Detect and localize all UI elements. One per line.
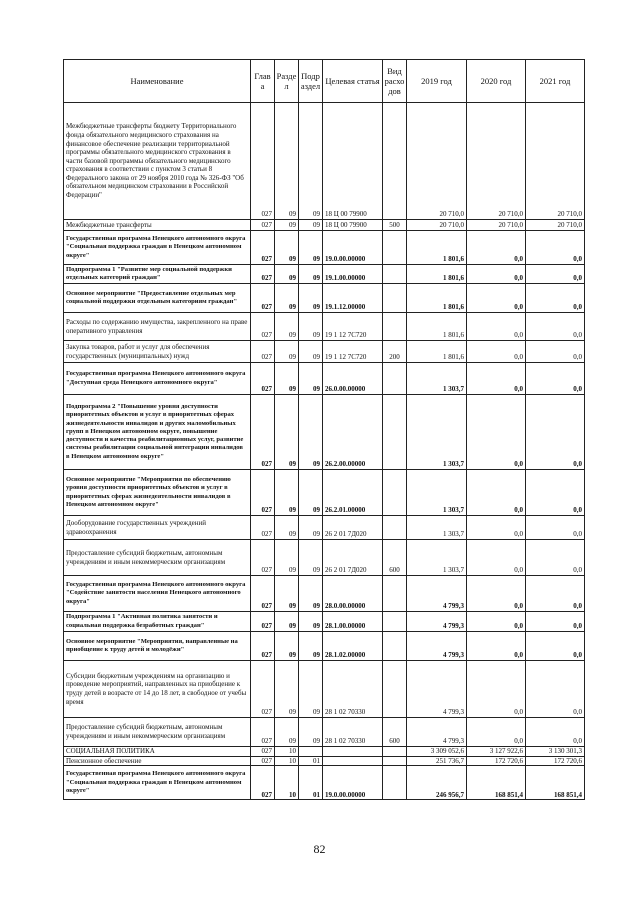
cell-chapter: 027 [251, 718, 275, 747]
cell-2020: 0,0 [467, 231, 526, 265]
cell-2021: 20 710,0 [526, 103, 585, 220]
cell-subsection: 09 [299, 718, 323, 747]
cell-2021: 168 851,4 [526, 766, 585, 800]
cell-chapter: 027 [251, 612, 275, 632]
cell-name: Предоставление субсидий бюджетным, автономным учреждениям и иным некоммерческим организациям [64, 540, 251, 576]
cell-2020: 168 851,4 [467, 766, 526, 800]
cell-section: 09 [275, 284, 299, 313]
cell-expense-type [383, 470, 407, 516]
cell-2019: 251 736,7 [407, 756, 467, 766]
cell-2021: 0,0 [526, 540, 585, 576]
cell-2019: 246 956,7 [407, 766, 467, 800]
header-section: Разде л [275, 60, 299, 103]
cell-chapter: 027 [251, 516, 275, 540]
cell-name: Основное мероприятие "Предоставление отдельных мер социальной поддержки отдельным категориям граждан" [64, 284, 251, 313]
cell-2021: 0,0 [526, 576, 585, 612]
cell-subsection: 09 [299, 265, 323, 284]
cell-2019: 20 710,0 [407, 220, 467, 231]
cell-subsection: 09 [299, 284, 323, 313]
cell-target: 28.1.00.00000 [323, 612, 383, 632]
cell-expense-type [383, 747, 407, 757]
cell-2021: 0,0 [526, 718, 585, 747]
cell-target: 26.2.00.00000 [323, 395, 383, 470]
cell-section: 09 [275, 341, 299, 363]
cell-target: 28.0.00.00000 [323, 576, 383, 612]
cell-target [323, 747, 383, 757]
cell-expense-type [383, 103, 407, 220]
cell-2021: 0,0 [526, 341, 585, 363]
cell-name: Подпрограмма 2 "Повышение уровня доступности приоритетных объектов и услуг в приоритетных сферах жизнедеятельности инвалидов и других маломобильных групп в Ненецком автономном округе, повышение доступности и качества реабилитационных услуг, развитие системы реабилитации социальной интеграции инвалидов в Ненецком автономном округе" [64, 395, 251, 470]
cell-section: 09 [275, 718, 299, 747]
header-chapter: Глав а [251, 60, 275, 103]
cell-expense-type [383, 516, 407, 540]
table-row [64, 718, 585, 747]
table-row [64, 103, 585, 220]
cell-2021: 0,0 [526, 284, 585, 313]
cell-2021: 0,0 [526, 632, 585, 661]
cell-chapter: 027 [251, 313, 275, 341]
cell-2019: 1 303,7 [407, 470, 467, 516]
table-row [64, 540, 585, 576]
cell-2021: 0,0 [526, 470, 585, 516]
cell-chapter: 027 [251, 265, 275, 284]
table-row [64, 576, 585, 612]
cell-2019: 1 801,6 [407, 313, 467, 341]
cell-subsection: 09 [299, 576, 323, 612]
cell-chapter: 027 [251, 363, 275, 395]
cell-name: Государственная программа Ненецкого автономного округа "Содействие занятости населения Ненецкого автономного округа" [64, 576, 251, 612]
cell-2020: 0,0 [467, 265, 526, 284]
cell-subsection: 09 [299, 540, 323, 576]
cell-target: 18 Ц 00 79900 [323, 220, 383, 231]
cell-subsection: 09 [299, 395, 323, 470]
table-row [64, 363, 585, 395]
cell-2019: 1 801,6 [407, 231, 467, 265]
cell-2021: 20 710,0 [526, 220, 585, 231]
cell-2020: 3 127 922,6 [467, 747, 526, 757]
cell-subsection: 09 [299, 341, 323, 363]
cell-2020: 0,0 [467, 516, 526, 540]
cell-chapter: 027 [251, 540, 275, 576]
cell-2020: 0,0 [467, 341, 526, 363]
table-row [64, 470, 585, 516]
cell-2020: 0,0 [467, 612, 526, 632]
cell-target: 26.2.01.00000 [323, 470, 383, 516]
cell-2019: 1 303,7 [407, 540, 467, 576]
cell-section: 09 [275, 661, 299, 718]
cell-2021: 0,0 [526, 661, 585, 718]
cell-expense-type [383, 661, 407, 718]
cell-subsection: 01 [299, 756, 323, 766]
header-2021: 2021 год [526, 60, 585, 103]
cell-expense-type: 600 [383, 718, 407, 747]
cell-section: 09 [275, 313, 299, 341]
cell-expense-type [383, 612, 407, 632]
cell-chapter: 027 [251, 766, 275, 800]
cell-section: 09 [275, 632, 299, 661]
cell-subsection: 09 [299, 220, 323, 231]
table-row [64, 313, 585, 341]
table-row [64, 395, 585, 470]
page-number: 82 [313, 842, 326, 856]
cell-2019: 1 303,7 [407, 516, 467, 540]
cell-2019: 1 801,6 [407, 341, 467, 363]
cell-target: 26 2 01 7Д020 [323, 540, 383, 576]
cell-target: 19 1 12 7С720 [323, 341, 383, 363]
cell-section: 09 [275, 220, 299, 231]
cell-2020: 0,0 [467, 470, 526, 516]
cell-section: 09 [275, 612, 299, 632]
cell-expense-type [383, 576, 407, 612]
cell-2020: 172 720,6 [467, 756, 526, 766]
cell-expense-type [383, 632, 407, 661]
cell-subsection: 09 [299, 470, 323, 516]
cell-name: Предоставление субсидий бюджетным, автономным учреждениям и иным некоммерческим организациям [64, 718, 251, 747]
cell-target: 26.0.00.00000 [323, 363, 383, 395]
cell-section: 09 [275, 516, 299, 540]
table-header-row [64, 60, 585, 103]
header-name: Наименование [64, 60, 251, 103]
cell-2020: 0,0 [467, 284, 526, 313]
cell-section: 10 [275, 756, 299, 766]
header-expense-type: Вид расхо дов [383, 60, 407, 103]
cell-expense-type [383, 756, 407, 766]
cell-2020: 0,0 [467, 718, 526, 747]
cell-target: 18 Ц 00 79900 [323, 103, 383, 220]
cell-section: 09 [275, 363, 299, 395]
cell-2020: 0,0 [467, 540, 526, 576]
table-row [64, 516, 585, 540]
cell-subsection: 09 [299, 632, 323, 661]
cell-2019: 4 799,3 [407, 632, 467, 661]
cell-2020: 0,0 [467, 363, 526, 395]
cell-chapter: 027 [251, 632, 275, 661]
cell-2019: 1 801,6 [407, 284, 467, 313]
table-row [64, 756, 585, 766]
cell-subsection: 09 [299, 313, 323, 341]
cell-2020: 0,0 [467, 632, 526, 661]
cell-2019: 3 309 052,6 [407, 747, 467, 757]
cell-chapter: 027 [251, 231, 275, 265]
cell-2021: 0,0 [526, 516, 585, 540]
cell-2020: 0,0 [467, 395, 526, 470]
cell-subsection: 09 [299, 363, 323, 395]
cell-subsection: 09 [299, 661, 323, 718]
cell-2019: 1 303,7 [407, 363, 467, 395]
cell-expense-type [383, 284, 407, 313]
cell-name: Дооборудование государственных учреждений здравоохранения [64, 516, 251, 540]
table-body [64, 103, 585, 800]
table-row [64, 220, 585, 231]
table-row [64, 747, 585, 757]
cell-chapter: 027 [251, 661, 275, 718]
cell-chapter: 027 [251, 103, 275, 220]
cell-expense-type [383, 265, 407, 284]
table-row [64, 265, 585, 284]
cell-subsection: 01 [299, 766, 323, 800]
cell-name: Пенсионное обеспечение [64, 756, 251, 766]
cell-subsection [299, 747, 323, 757]
table-row [64, 612, 585, 632]
cell-name: Субсидии бюджетным учреждениям на организацию и проведение мероприятий, направленных на приобщение к труду детей в возрасте от 14 до 18 лет, в свободное от учебы время [64, 661, 251, 718]
cell-section: 09 [275, 395, 299, 470]
cell-subsection: 09 [299, 103, 323, 220]
cell-target: 19.1.00.00000 [323, 265, 383, 284]
cell-2021: 0,0 [526, 313, 585, 341]
cell-name: Межбюджетные трансферты бюджету Территориального фонда обязательного медицинского страхования на финансовое обеспечение реализации территориальной программы обязательного медицинского страхования в части базовой программы обязательного медицинского страхования в соответствии с пунктом 3 статьи 8 Федерального закона от 29 ноября 2010 года № 326-ФЗ "Об обязательном медицинском страховании в Российской Федерации" [64, 103, 251, 220]
cell-subsection: 09 [299, 612, 323, 632]
budget-table [63, 59, 585, 800]
header-target: Целевая статья [323, 60, 383, 103]
cell-subsection: 09 [299, 231, 323, 265]
cell-expense-type [383, 766, 407, 800]
cell-section: 09 [275, 265, 299, 284]
cell-2021: 172 720,6 [526, 756, 585, 766]
cell-2019: 4 799,3 [407, 661, 467, 718]
cell-name: Государственная программа Ненецкого автономного округа "Социальная поддержка граждан в Ненецком автономном округе" [64, 231, 251, 265]
cell-expense-type: 200 [383, 341, 407, 363]
cell-chapter: 027 [251, 756, 275, 766]
cell-target: 26 2 01 7Д020 [323, 516, 383, 540]
table-row [64, 766, 585, 800]
cell-section: 09 [275, 576, 299, 612]
cell-2020: 20 710,0 [467, 103, 526, 220]
cell-chapter: 027 [251, 747, 275, 757]
cell-chapter: 027 [251, 470, 275, 516]
header-subsection: Подр аздел [299, 60, 323, 103]
cell-expense-type [383, 313, 407, 341]
cell-section: 10 [275, 766, 299, 800]
cell-target: 19.0.00.00000 [323, 766, 383, 800]
cell-section: 10 [275, 747, 299, 757]
cell-2021: 0,0 [526, 395, 585, 470]
cell-chapter: 027 [251, 576, 275, 612]
cell-target: 28 1 02 70330 [323, 661, 383, 718]
cell-chapter: 027 [251, 220, 275, 231]
table-row [64, 661, 585, 718]
table-row [64, 341, 585, 363]
cell-section: 09 [275, 540, 299, 576]
cell-2021: 0,0 [526, 231, 585, 265]
cell-target [323, 756, 383, 766]
cell-target: 19.1.12.00000 [323, 284, 383, 313]
cell-2021: 0,0 [526, 363, 585, 395]
cell-2021: 3 130 301,3 [526, 747, 585, 757]
cell-name: Подпрограмма 1 "Активная политика занятости и социальная поддержка безработных граждан" [64, 612, 251, 632]
cell-name: Межбюджетные трансферты [64, 220, 251, 231]
cell-target: 19 1 12 7С720 [323, 313, 383, 341]
cell-name: Основное мероприятие "Мероприятия, направленные на приобщение к труду детей и молодёжи" [64, 632, 251, 661]
cell-2020: 0,0 [467, 313, 526, 341]
cell-name: Государственная программа Ненецкого автономного округа "Доступная среда Ненецкого автономного округа" [64, 363, 251, 395]
cell-2020: 0,0 [467, 576, 526, 612]
cell-2019: 1 801,6 [407, 265, 467, 284]
cell-name: Подпрограмма 1 "Развитие мер социальной поддержки отдельных категорий граждан" [64, 265, 251, 284]
cell-name: Расходы по содержанию имущества, закрепленного на праве оперативного управления [64, 313, 251, 341]
cell-2019: 20 710,0 [407, 103, 467, 220]
cell-expense-type [383, 395, 407, 470]
cell-name: СОЦИАЛЬНАЯ ПОЛИТИКА [64, 747, 251, 757]
cell-2020: 0,0 [467, 661, 526, 718]
cell-2019: 4 799,3 [407, 612, 467, 632]
cell-name: Закупка товаров, работ и услуг для обеспечения государственных (муниципальных) нужд [64, 341, 251, 363]
cell-target: 28.1.02.00000 [323, 632, 383, 661]
cell-name: Государственная программа Ненецкого автономного округа "Социальная поддержка граждан в Ненецком автономном округе" [64, 766, 251, 800]
cell-target: 19.0.00.00000 [323, 231, 383, 265]
cell-2019: 4 799,3 [407, 718, 467, 747]
cell-section: 09 [275, 103, 299, 220]
cell-subsection: 09 [299, 516, 323, 540]
table-row [64, 284, 585, 313]
cell-chapter: 027 [251, 395, 275, 470]
cell-expense-type: 600 [383, 540, 407, 576]
table-row [64, 231, 585, 265]
cell-2019: 1 303,7 [407, 395, 467, 470]
cell-chapter: 027 [251, 341, 275, 363]
cell-2021: 0,0 [526, 265, 585, 284]
cell-expense-type: 500 [383, 220, 407, 231]
cell-chapter: 027 [251, 284, 275, 313]
table-row [64, 632, 585, 661]
cell-target: 28 1 02 70330 [323, 718, 383, 747]
cell-section: 09 [275, 470, 299, 516]
header-2020: 2020 год [467, 60, 526, 103]
cell-2021: 0,0 [526, 612, 585, 632]
cell-2019: 4 799,3 [407, 576, 467, 612]
cell-section: 09 [275, 231, 299, 265]
cell-expense-type [383, 363, 407, 395]
cell-name: Основное мероприятие "Мероприятия по обеспечению уровня доступности приоритетных объектов и услуг в приоритетных сферах жизнедеятельности инвалидов в Ненецком автономном округе" [64, 470, 251, 516]
cell-2020: 20 710,0 [467, 220, 526, 231]
cell-expense-type [383, 231, 407, 265]
header-2019: 2019 год [407, 60, 467, 103]
